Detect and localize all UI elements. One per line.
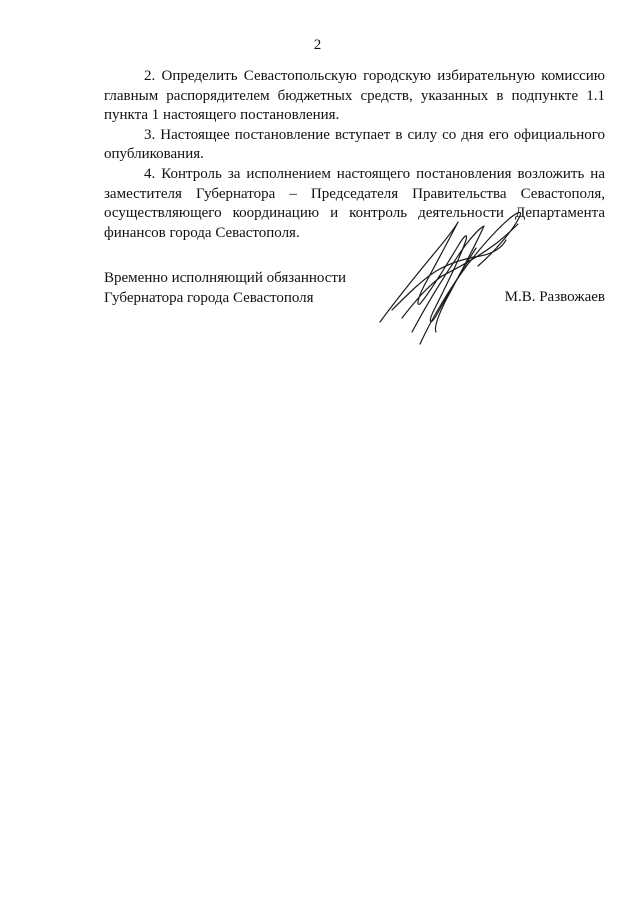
paragraph-3: 3. Настоящее постановление вступает в силу со дня его официального опубликования.: [104, 126, 605, 163]
handwritten-signature: [372, 182, 532, 352]
signatory-name: М.В. Развожаев: [504, 289, 605, 305]
paragraph-2: 2. Определить Севастопольскую городскую избирательную комиссию главным распорядителем бюджетных средств, указанных в подпункте 1.1 пункта 1 настоящего постановления.: [104, 68, 605, 124]
signatory-position-line-2: Губернатора города Севастополя: [104, 289, 314, 306]
paragraph-4: 4. Контроль за исполнением настоящего постановления возложить на заместителя Губернатора – Председателя Правительства Севастополя, осуществляющего координацию и контроль деятельности Департамента финансов города Севастополя.: [104, 165, 605, 241]
page-number: 2: [313, 37, 322, 53]
signatory-position-line-1: Временно исполняющий обязанности: [104, 270, 347, 286]
